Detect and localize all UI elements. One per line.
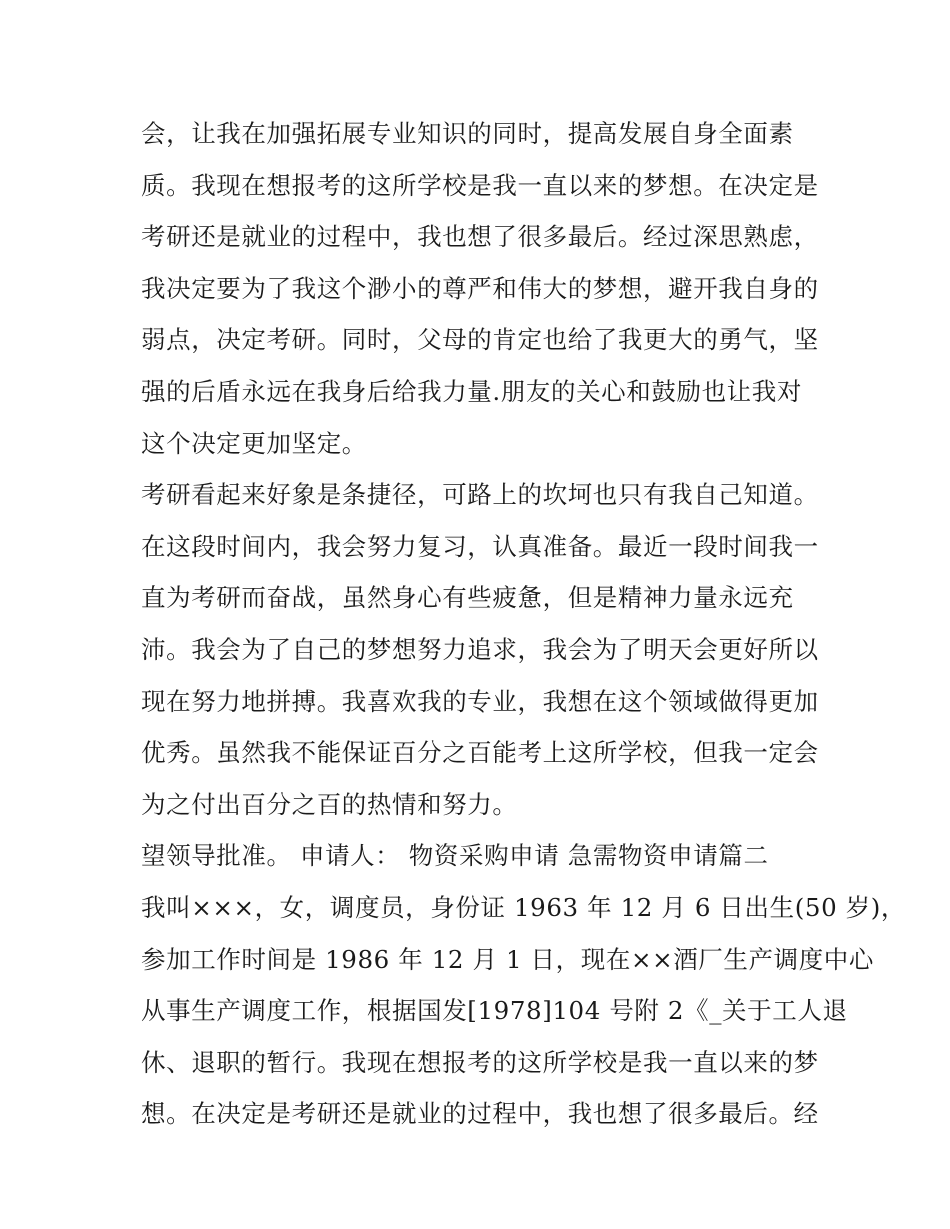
text-line: 质。我现在想报考的这所学校是我一直以来的梦想。在决定是: [141, 170, 819, 200]
text-line: 休、退职的暂行。我现在想报考的这所学校是我一直以来的梦: [141, 1047, 819, 1077]
text-line: 现在努力地拼搏。我喜欢我的专业，我想在这个领域做得更加: [141, 686, 819, 716]
text-line: 考研还是就业的过程中，我也想了很多最后。经过深思熟虑，: [141, 222, 819, 252]
text-line: 在这段时间内，我会努力复习，认真准备。最近一段时间我一: [141, 531, 819, 561]
text-line: 为之付出百分之百的热情和努力。: [141, 789, 518, 819]
text-line: 强的后盾永远在我身后给我力量.朋友的关心和鼓励也让我对: [141, 376, 802, 406]
text-line: 我叫×××，女，调度员，身份证 1963 年 12 月 6 日出生(50 岁)，: [141, 892, 907, 922]
text-line: 这个决定更加坚定。: [141, 428, 367, 458]
text-line: 参加工作时间是 1986 年 12 月 1 日，现在××酒厂生产调度中心: [141, 944, 874, 974]
text-line: 从事生产调度工作，根据国发[1978]104 号附 2《_关于工人退: [141, 996, 848, 1026]
text-line: 优秀。虽然我不能保证百分之百能考上这所学校，但我一定会: [141, 738, 819, 768]
text-line: 我决定要为了我这个渺小的尊严和伟大的梦想，避开我自身的: [141, 273, 819, 303]
text-line: 会，让我在加强拓展专业知识的同时，提高发展自身全面素: [141, 119, 794, 148]
text-line: 考研看起来好象是条捷径，可路上的坎坷也只有我自己知道。: [141, 480, 819, 510]
body-text: [141, 108, 907, 1140]
text-line: 沛。我会为了自己的梦想努力追求，我会为了明天会更好所以: [141, 634, 819, 664]
text-line: 弱点，决定考研。同时，父母的肯定也给了我更大的勇气，坚: [141, 325, 819, 355]
text-line: 直为考研而奋战，虽然身心有些疲惫，但是精神力量永远充: [141, 583, 794, 613]
text-line: 望领导批准。 申请人： 物资采购申请 急需物资申请篇二: [141, 841, 769, 871]
text-line: 想。在决定是考研还是就业的过程中，我也想了很多最后。经: [141, 1099, 819, 1129]
